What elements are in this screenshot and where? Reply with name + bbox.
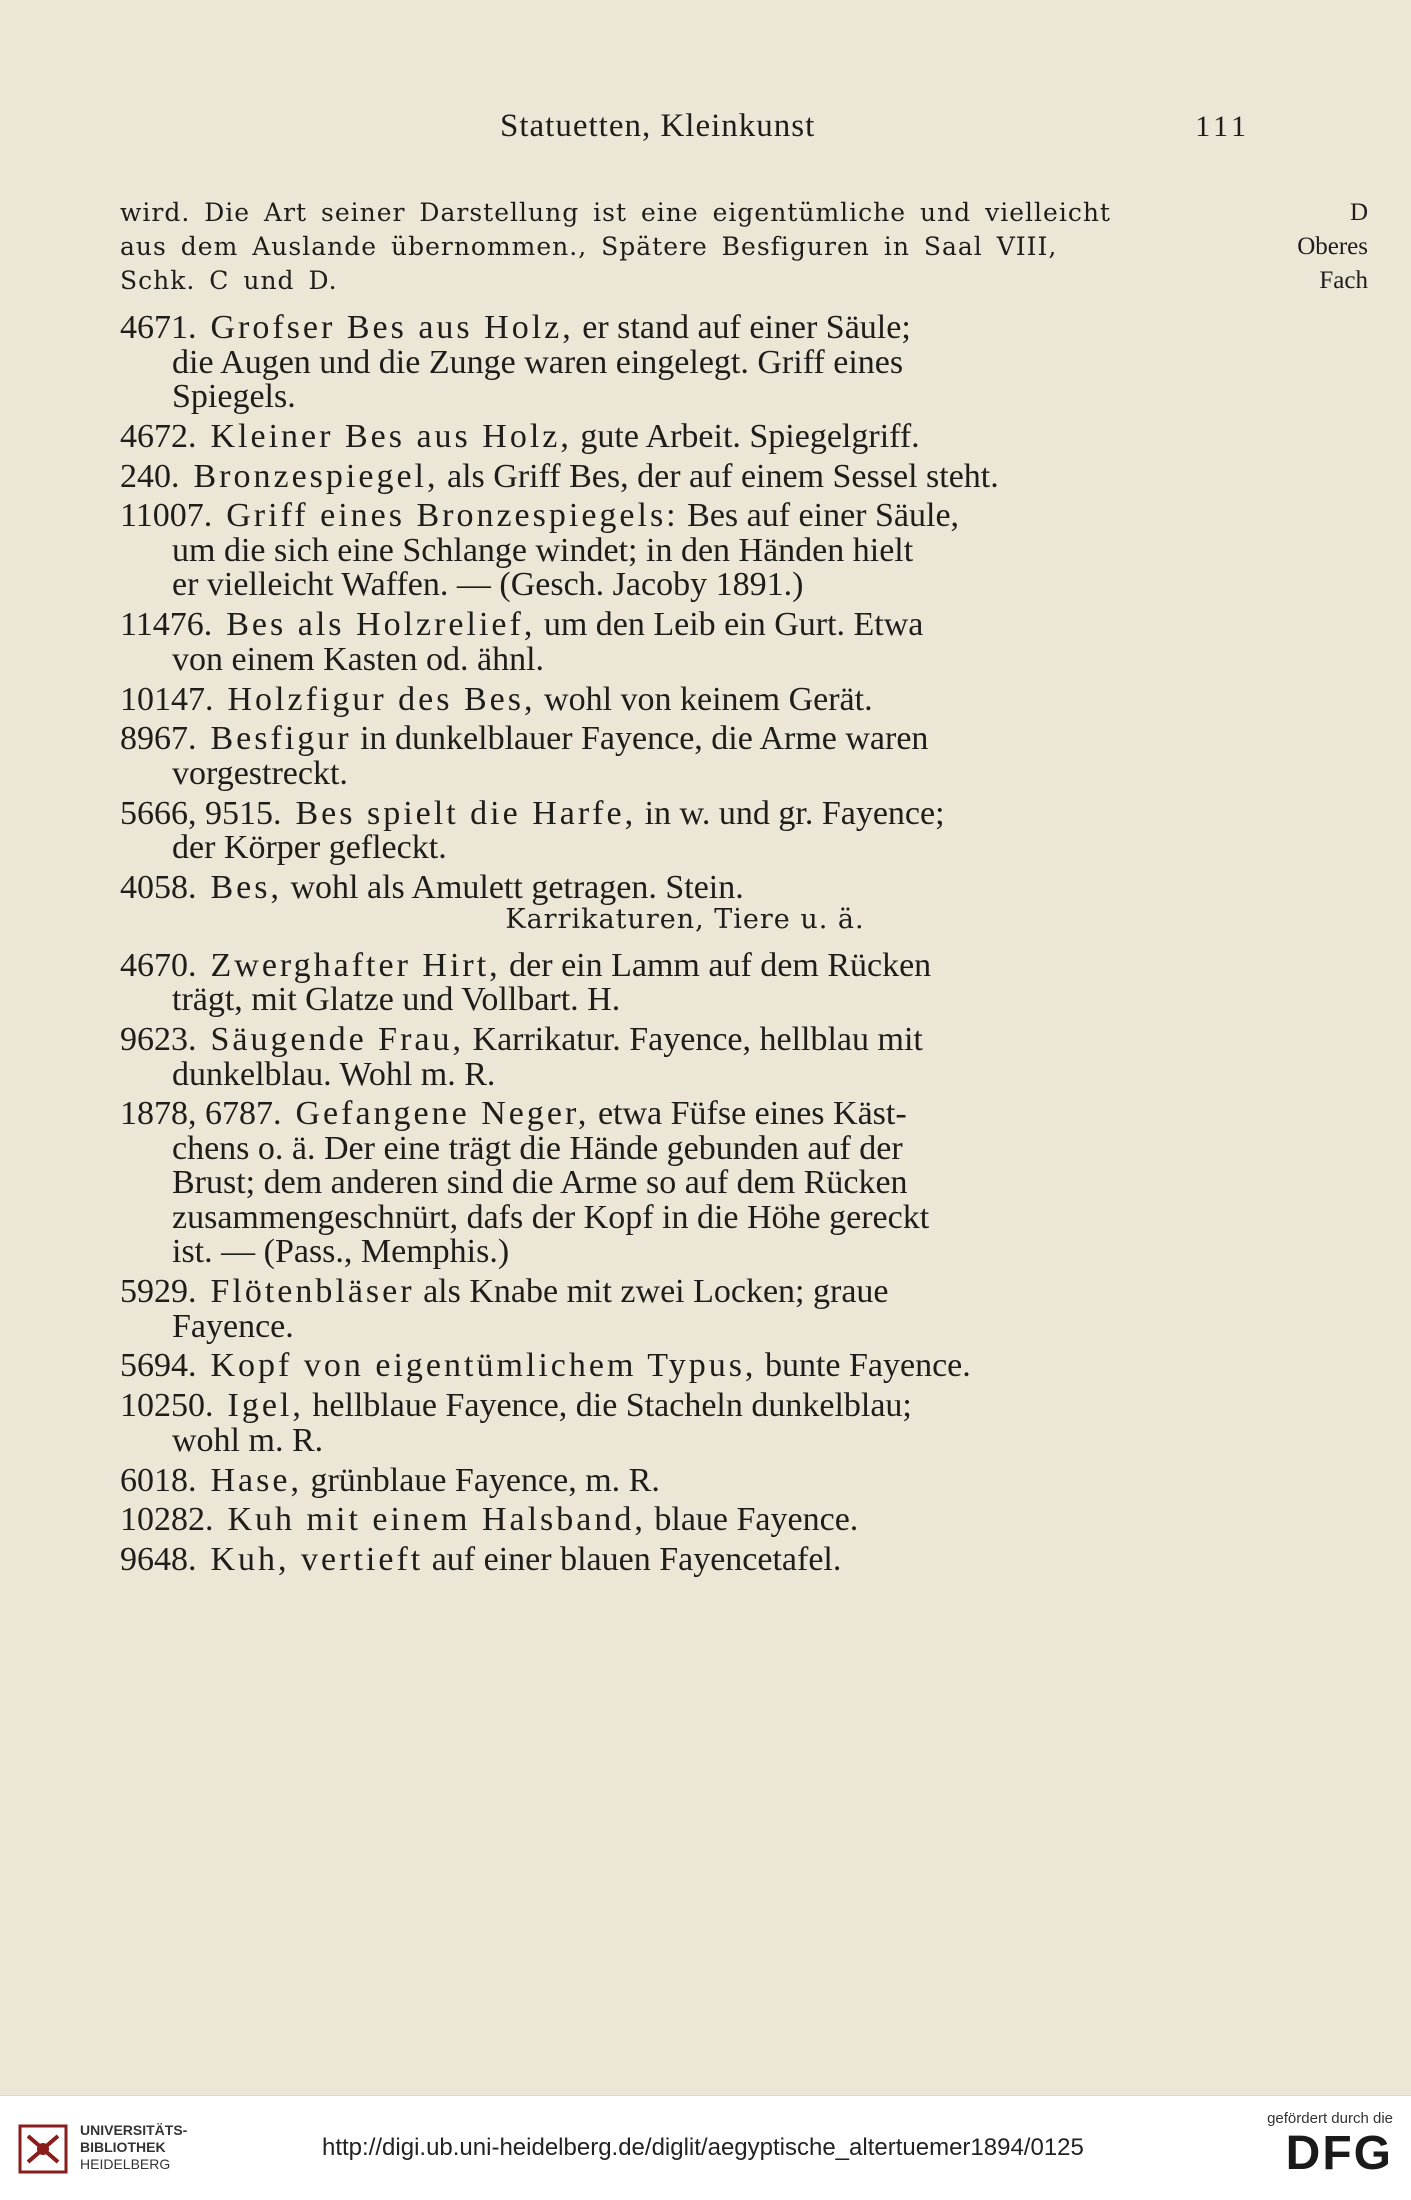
entry-title: Gefangene Neger, (295, 1095, 590, 1133)
entry-title: Holzfigur des Bes, (227, 680, 536, 718)
library-seal-icon (18, 2124, 68, 2174)
library-line: UNIVERSITÄTS- (80, 2122, 188, 2138)
entry-text: als Griff Bes, der auf einem Sessel steht. (438, 457, 999, 495)
entry-first-line (120, 1344, 971, 1388)
entry-text: Spiegels. (172, 378, 296, 415)
entry-text: Brust; dem anderen sind die Arme so auf dem Rücken (172, 1164, 908, 1202)
entry-number: 11007. (120, 497, 213, 535)
entry-text: gute Arbeit. Spiegelgriff. (571, 417, 920, 455)
footer-bar (0, 2095, 1411, 2200)
entry-continuation-line (172, 826, 447, 870)
entry-title: Bes als Holzrelief, (226, 606, 536, 644)
entry-number: 8967. (120, 720, 197, 758)
entry-number: 5929. (120, 1273, 197, 1311)
entry-number: 4672. (120, 417, 197, 455)
entry-text: in dunkelblauer Fayence, die Arme waren (351, 720, 929, 758)
marginal-line: Oberes (1297, 233, 1368, 260)
entry-number: 10282. (120, 1501, 214, 1539)
library-name (80, 2122, 187, 2173)
entry-title: Kleiner Bes aus Holz, (210, 417, 572, 455)
entry-continuation-line (172, 1419, 323, 1463)
entry-continuation-line (172, 1053, 495, 1097)
entry-text: hellblaue Fayence, die Stacheln dunkelblau; (303, 1387, 912, 1425)
entry-number: 4058. (120, 868, 197, 906)
entry-first-line (120, 678, 873, 722)
entry-number: 10250. (120, 1387, 214, 1425)
entry-text: er vielleicht Waffen. — (Gesch. Jacoby 1891.) (172, 566, 804, 604)
entry-first-line (120, 455, 999, 499)
entry-continuation-line (172, 638, 544, 682)
section-subheading: Karrikaturen, Tiere u. ä. (505, 903, 865, 935)
running-title: Statuetten, Kleinkunst (500, 108, 816, 144)
funding-label: gefördert durch die (1267, 2110, 1393, 2127)
entry-text: blaue Fayence. (645, 1501, 859, 1539)
entry-text: auf einer blauen Fayencetafel. (423, 1541, 842, 1579)
entry-text: Fayence. (172, 1307, 294, 1345)
source-url-link[interactable]: http://digi.ub.uni-heidelberg.de/diglit/aegyptische_altertuemer1894/0125 (322, 2134, 1084, 2161)
entry-continuation-line (172, 978, 620, 1022)
entry-number: 4670. (120, 946, 197, 984)
marginal-note (1258, 196, 1368, 298)
entry-first-line (120, 1459, 660, 1503)
entry-text: etwa Füfse eines Käst- (589, 1095, 907, 1133)
entry-text: dunkelblau. Wohl m. R. (172, 1055, 496, 1093)
entry-text: um die sich eine Schlange windet; in den Händen hielt (172, 531, 914, 569)
entry-number: 240. (120, 457, 180, 495)
entry-title: Kuh mit einem Halsband, (227, 1501, 646, 1539)
entry-number: 11476. (120, 606, 213, 644)
intro-paragraph (120, 196, 1250, 298)
entry-text: der ein Lamm auf dem Rücken (500, 946, 932, 984)
entry-continuation-line (172, 1305, 294, 1349)
marginal-line: D (1349, 199, 1368, 226)
entry-number: 6018. (120, 1461, 197, 1499)
entry-title: Bes, (210, 868, 282, 906)
entry-text: in w. und gr. Fayence; (636, 794, 945, 832)
running-head (120, 108, 1250, 152)
entry-number: 9623. (120, 1021, 197, 1058)
dfg-logo: DFG (1285, 2127, 1393, 2180)
entry-text: die Augen und die Zunge waren eingelegt. Griff eines (172, 343, 904, 381)
entry-first-line (120, 415, 920, 459)
library-line: HEIDELBERG (80, 2156, 171, 2172)
entry-continuation-line (172, 1230, 509, 1274)
entry-continuation-line (172, 375, 296, 419)
entry-title: Säugende Frau, (210, 1021, 465, 1058)
entry-text: wohl von keinem Gerät. (535, 680, 873, 718)
intro-line: aus dem Auslande übernommen., Spätere Besfiguren in Saal VIII, (120, 232, 1058, 261)
entry-first-line (120, 1538, 841, 1582)
entry-first-line (120, 1498, 858, 1542)
entry-number: 9648. (120, 1541, 197, 1579)
entry-text: von einem Kasten od. ähnl. (172, 640, 545, 678)
library-line: BIBLIOTHEK (80, 2139, 166, 2155)
entry-number: 4671. (120, 309, 197, 346)
entry-title: Igel, (227, 1387, 304, 1425)
entry-text: trägt, mit Glatze und Vollbart. H. (172, 981, 621, 1019)
entry-title: Bronzespiegel, (193, 457, 439, 495)
entry-number: 1878, 6787. (120, 1095, 282, 1133)
entry-continuation-line (172, 563, 803, 607)
entry-text: Karrikatur. Fayence, hellblau mit (464, 1021, 923, 1058)
entry-text: grünblaue Fayence, m. R. (301, 1461, 660, 1499)
entry-text: wohl als Amulett getragen. Stein. (282, 868, 744, 906)
entry-text: wohl m. R. (172, 1421, 324, 1459)
entry-title: Zwerghafter Hirt, (210, 946, 501, 984)
marginal-line: Fach (1319, 267, 1368, 294)
entry-text: chens o. ä. Der eine trägt die Hände gebunden auf der (172, 1129, 903, 1167)
entry-title: Bes spielt die Harfe, (295, 794, 637, 832)
entry-text: ist. — (Pass., Memphis.) (172, 1233, 510, 1271)
entry-number: 5666, 9515. (120, 794, 282, 832)
entry-text: bunte Fayence. (756, 1347, 971, 1385)
entry-title: Kuh, vertieft (210, 1541, 424, 1579)
entry-text: zusammengeschnürt, dafs der Kopf in die Höhe gereckt (172, 1198, 930, 1236)
entry-title: Flötenbläser (210, 1273, 415, 1311)
entry-text: Bes auf einer Säule, (678, 497, 960, 535)
entry-text: er stand auf einer Säule; (573, 309, 911, 346)
entry-number: 5694. (120, 1347, 197, 1385)
entry-text: um den Leib ein Gurt. Etwa (535, 606, 924, 644)
entry-title: Hase, (210, 1461, 302, 1499)
entry-title: Besfigur (210, 720, 352, 758)
intro-line: Schk. C und D. (120, 266, 338, 295)
entry-number: 10147. (120, 680, 214, 718)
entry-text: vorgestreckt. (172, 754, 348, 792)
entry-continuation-line (172, 752, 348, 796)
entry-text: der Körper gefleckt. (172, 829, 447, 867)
entry-title: Grofser Bes aus Holz, (210, 309, 574, 346)
entry-title: Griff eines Bronzespiegels: (226, 497, 679, 535)
intro-line: wird. Die Art seiner Darstellung ist eine eigentümliche und vielleicht (120, 198, 1111, 227)
funding-block (1267, 2110, 1393, 2181)
page-number: 111 (1195, 110, 1250, 143)
entry-title: Kopf von eigentümlichem Typus, (210, 1347, 757, 1385)
entry-text: als Knabe mit zwei Locken; graue (414, 1273, 889, 1311)
